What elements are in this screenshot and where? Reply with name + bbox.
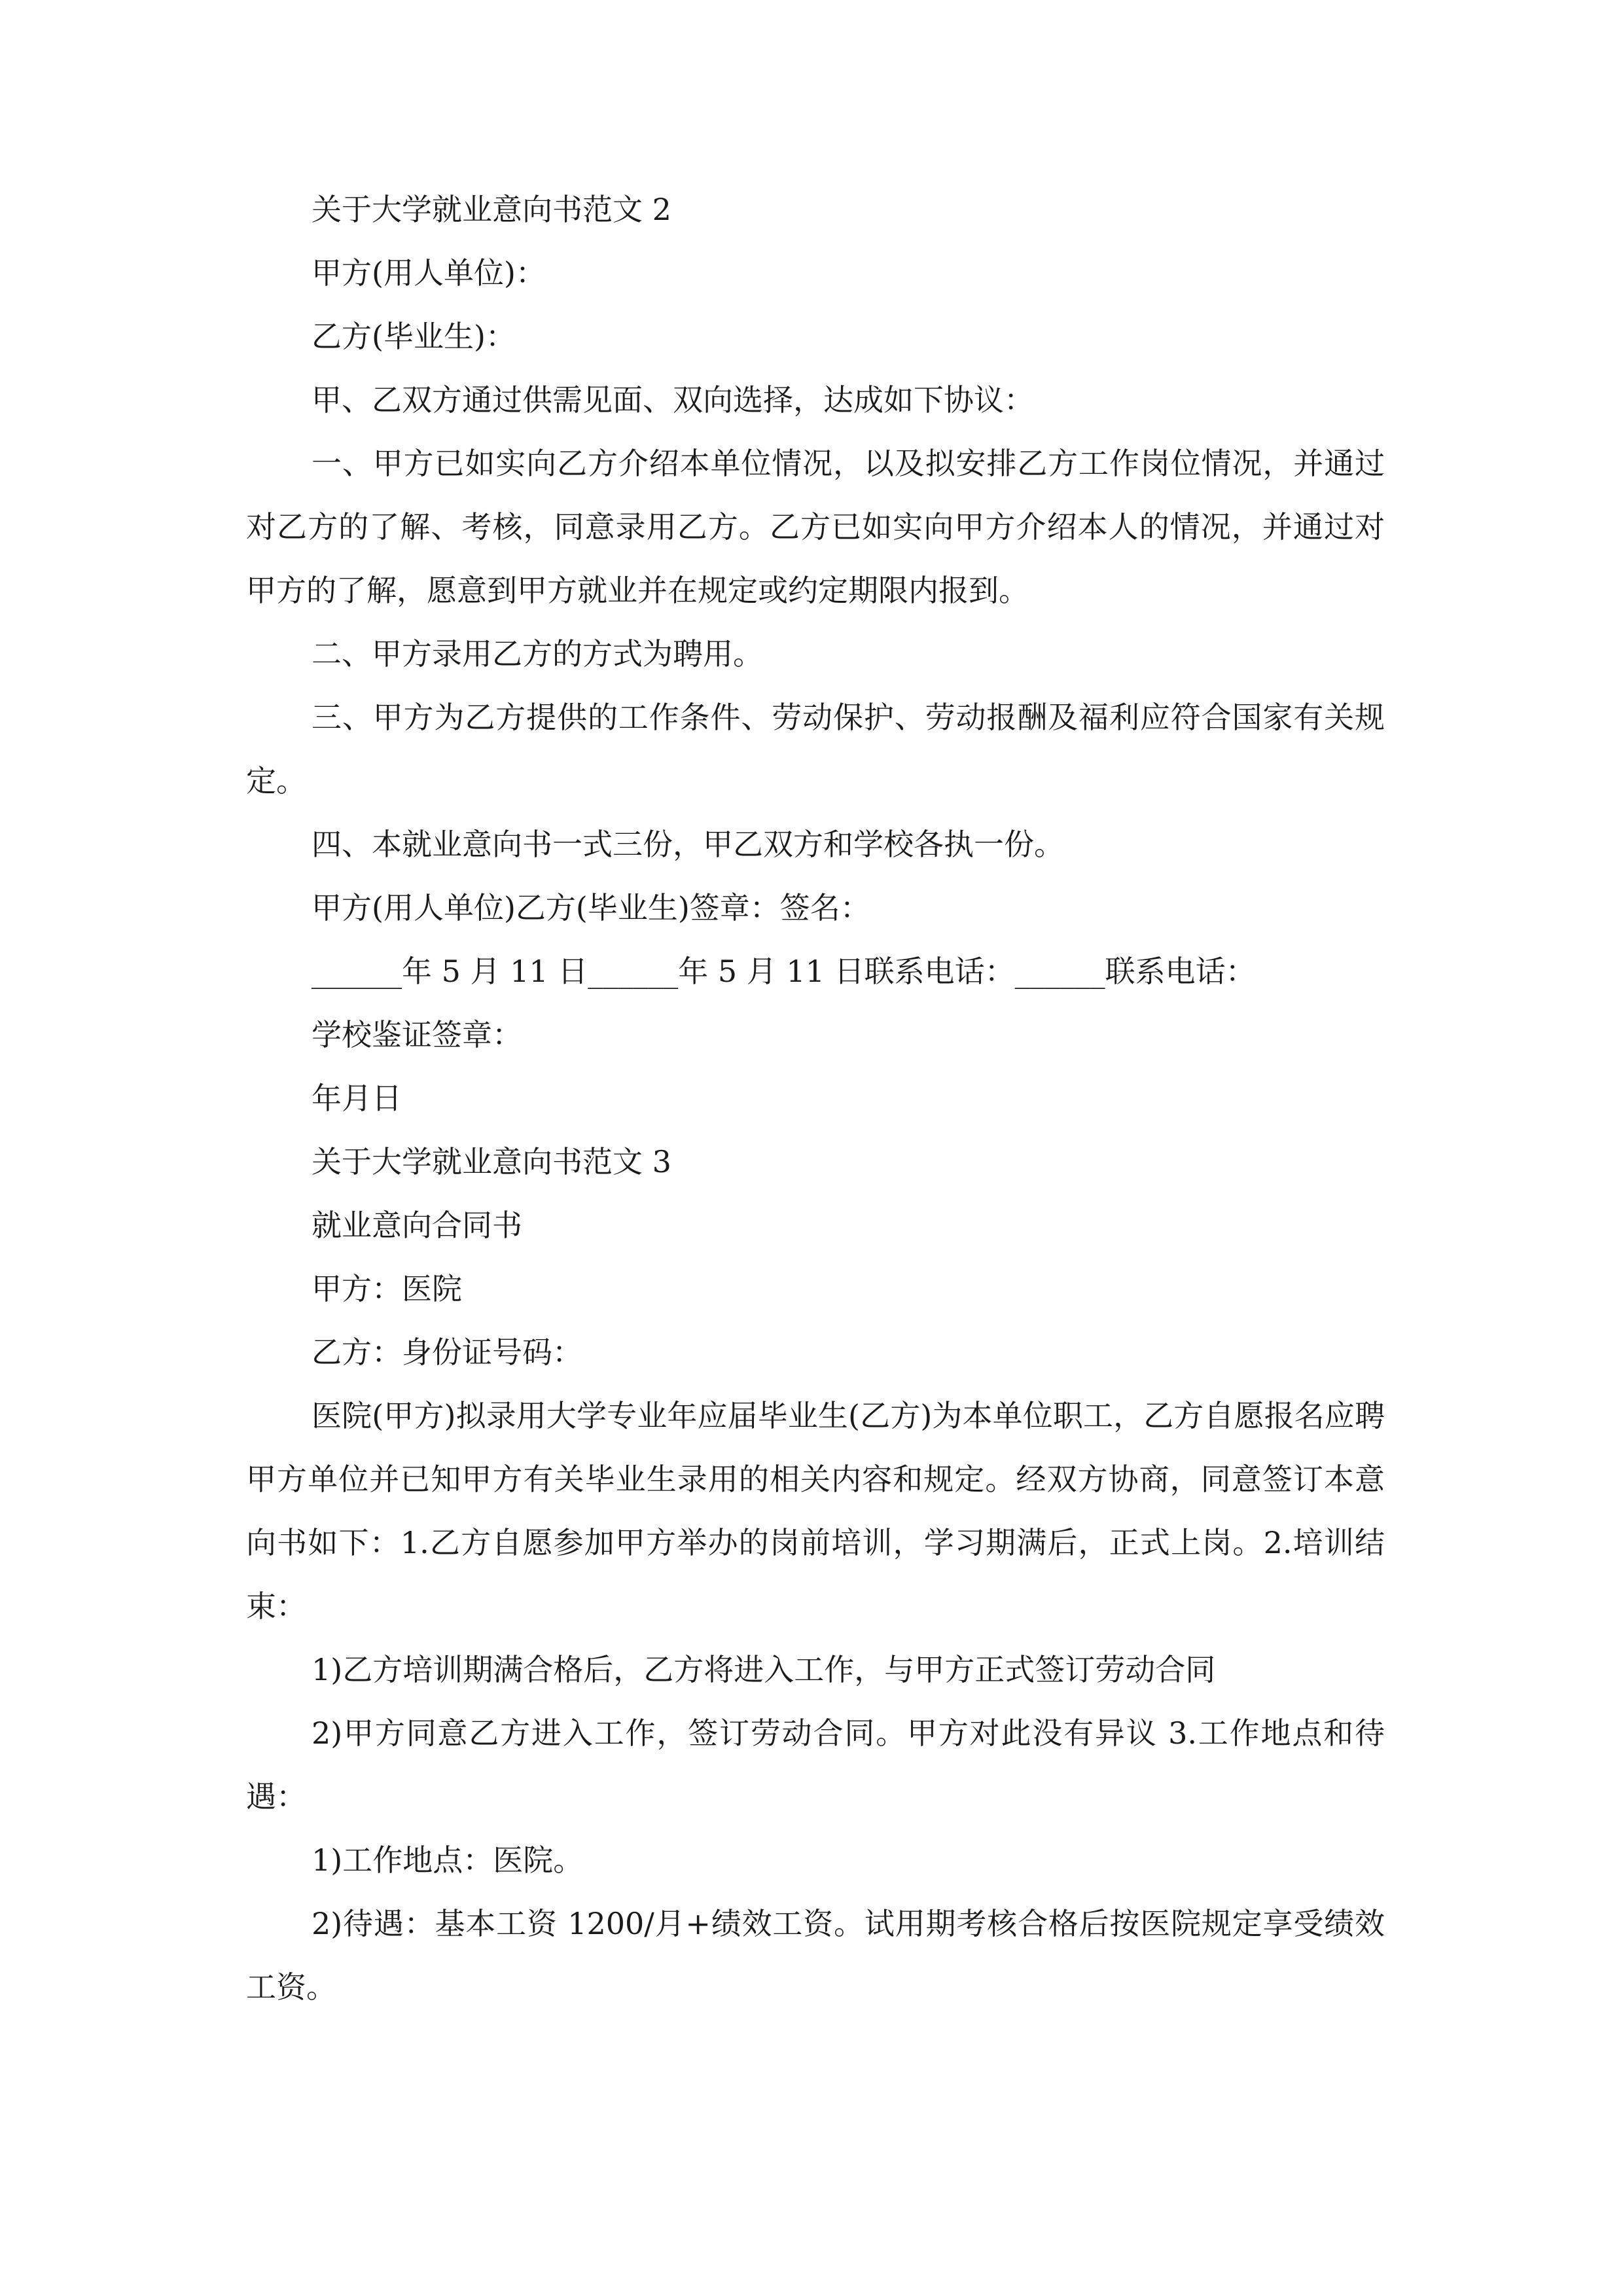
clause-four: 四、本就业意向书一式三份，甲乙双方和学校各执一份。 — [312, 827, 1064, 862]
clause-one: 一、甲方已如实向乙方介绍本单位情况，以及拟安排乙方工作岗位情况，并通过对乙方的了解、考核，同意录用乙方。乙方已如实向甲方介绍本人的情况，并通过对甲方的了解，愿意到甲方就业并在规定或约定期限内报到。 — [246, 446, 1385, 608]
contract-body-paragraph: 医院(甲方)拟录用大学专业年应届毕业生(乙方)为本单位职工，乙方自愿报名应聘甲方单位并已知甲方有关毕业生录用的相关内容和规定。经双方协商，同意签订本意向书如下：1.乙方自愿参加甲方举办的岗前培训，学习期满后，正式上岗。2.培训结束： — [246, 1398, 1385, 1624]
date-contact-line: ______年 5 月 11 日______年 5 月 11 日联系电话：______联系电话： — [312, 954, 1256, 989]
training-item-1: 1)乙方培训期满合格后，乙方将进入工作，与甲方正式签订劳动合同 — [312, 1652, 1216, 1687]
date-line: 年月日 — [312, 1081, 402, 1116]
workplace-item-1: 1)工作地点：医院。 — [312, 1842, 584, 1878]
party-b-id-line: 乙方：身份证号码： — [312, 1335, 582, 1370]
party-a-hospital-line: 甲方：医院 — [312, 1271, 462, 1306]
agreement-intro: 甲、乙双方通过供需见面、双向选择，达成如下协议： — [312, 382, 1034, 418]
section-heading-3: 关于大学就业意向书范文 3 — [312, 1144, 671, 1179]
party-a-employer-line: 甲方(用人单位)： — [312, 255, 546, 291]
training-item-2: 2)甲方同意乙方进入工作，签订劳动合同。甲方对此没有异议 3.工作地点和待遇： — [246, 1715, 1385, 1814]
clause-three: 三、甲方为乙方提供的工作条件、劳动保护、劳动报酬及福利应符合国家有关规定。 — [246, 700, 1385, 798]
document-body — [246, 178, 1385, 2019]
party-b-graduate-line: 乙方(毕业生)： — [312, 319, 516, 354]
contract-title: 就业意向合同书 — [312, 1208, 522, 1243]
section-heading-2: 关于大学就业意向书范文 2 — [312, 192, 671, 227]
salary-item-2: 2)待遇：基本工资 1200/月+绩效工资。试用期考核合格后按医院规定享受绩效工资。 — [246, 1906, 1385, 2005]
school-seal-line: 学校鉴证签章： — [312, 1017, 522, 1052]
signature-line: 甲方(用人单位)乙方(毕业生)签章：签名： — [312, 890, 870, 925]
clause-two: 二、甲方录用乙方的方式为聘用。 — [312, 636, 763, 672]
